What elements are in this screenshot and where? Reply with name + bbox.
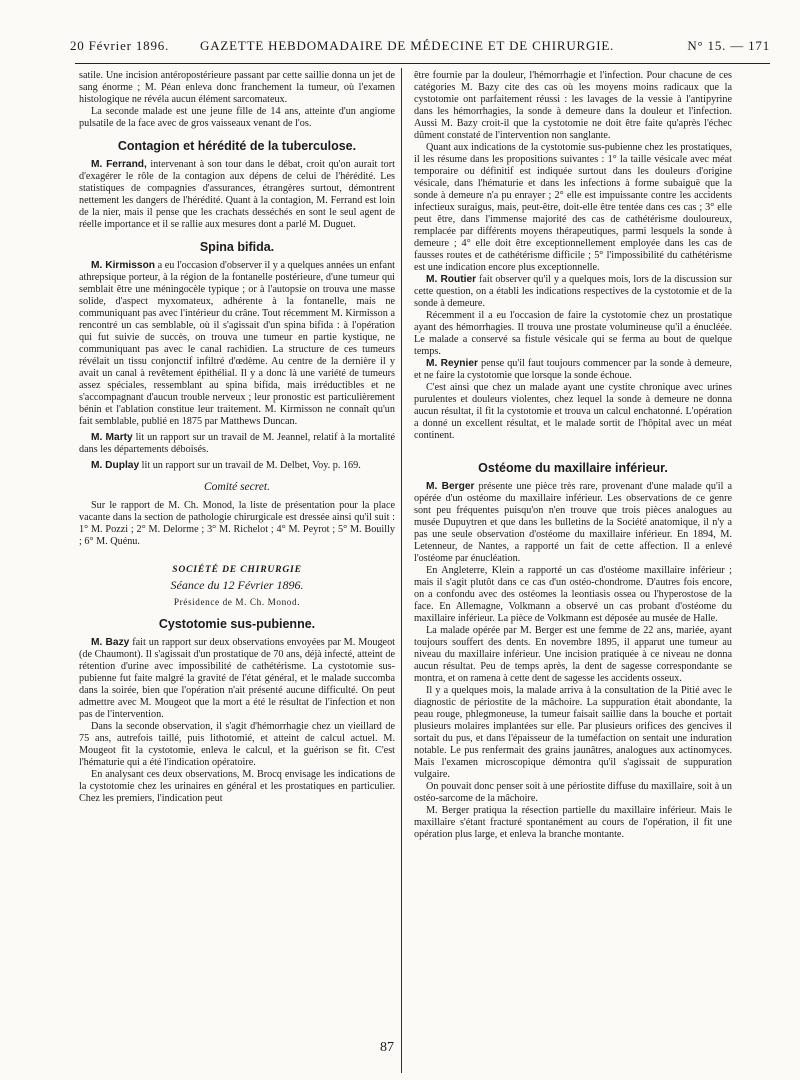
speaker-name: M. Bazy — [91, 637, 130, 648]
paragraph-text: pense qu'il faut toujours commencer par la sonde à demeure, et ne faire la cystotomie que lorsque la sonde échoue. — [414, 358, 732, 381]
paragraph — [79, 159, 395, 231]
paragraph-text: lit un rapport sur un travail de M. Jeannel, relatif à la mortalité dans les départements déboisés. — [79, 432, 395, 455]
paragraph: La seconde malade est une jeune fille de 14 ans, atteinte d'un angiome pulsatile de la face avec de gros vaisseaux venant de l'os. — [79, 106, 395, 129]
paragraph: C'est ainsi que chez un malade ayant une cystite chronique avec urines purulentes et douleurs violentes, chez lequel la sonde à demeure ne donna aucun résultat, il fit la cystotomie et trouva un calcul enchatonné. L'opération a donné un excellent résultat, et le malade sortit de l'hôpital avec un méat continent. — [414, 382, 732, 441]
paragraph: être fournie par la douleur, l'hémorrhagie et l'infection. Pour chacune de ces catégories M. Bazy cite des cas où les moyens moins radicaux que la cystotomie ont parfaitement réussi : les lavages de la vessie à l'antipyrine dans les hémorrhagies, la sonde à demeure dans la douleur et l'infection. Aussi M. Bazy croit-il que la cystotomie ne doit être faite qu'après l'échec dûment constaté de l'intervention non sanglante. — [414, 70, 732, 141]
page-number: 87 — [380, 1040, 394, 1055]
speaker-name: M. Ferrand, — [91, 159, 147, 170]
section-heading-osteome: Ostéome du maxillaire inférieur. — [478, 461, 668, 475]
paragraph: Sur le rapport de M. Ch. Monod, la liste de présentation pour la place vacante dans la section de pathologie chirurgicale est dressée ainsi qu'il suit : 1° M. Pozzi ; 2° M. Delorme ; 3° M. Richelot ; 4° M. Peyrot ; 5° M. Bouilly ; 6° M. Quénu. — [79, 500, 395, 547]
paragraph — [79, 460, 395, 472]
paragraph — [414, 358, 732, 382]
paragraph: satile. Une incision antéropostérieure passant par cette saillie donna un jet de sang énorme ; M. Péan enleva donc franchement la tumeur, où l'examen histologique ne révéla aucun élément sarcomateux. — [79, 70, 395, 105]
paragraph-text: fait observer qu'il y a quelques mois, lors de la discussion sur cette question, on a établi les indications respectives de la cystotomie et de la sonde à demeure. — [414, 274, 732, 309]
left-column — [79, 70, 395, 805]
speaker-name: M. Berger — [426, 481, 475, 492]
paragraph: Récemment il a eu l'occasion de faire la cystotomie chez un prostatique ayant des hémorrhagies. Il trouva une prostate volumineuse qu'il a énucléée. Le malade a conservé sa fistule vésicale qui se ferma au bout de quelque temps. — [414, 310, 732, 357]
speaker-name: M. Reynier — [426, 358, 478, 369]
paragraph-text: intervenant à son tour dans le débat, croit qu'on aurait tort d'exagérer le rôle de la contagion aux dépens de celui de l'hérédité. Les statistiques de compagnies d'assurances, étrangères surtout, démontrent nettement les dangers de l'hérédité. Quant à la contagion, M. Ferrand est loin de la nier, mais il pense que les crachats desséchés en sont le seul agent de réelle importance et il se rallie aux mesures dont a parlé M. Duguet. — [79, 159, 395, 230]
section-heading-spina-bifida: Spina bifida. — [199, 240, 275, 254]
paragraph: Il y a quelques mois, la malade arriva à la consultation de la Pitié avec le diagnostic de périostite de la mâchoire. La suppuration était abondante, la peau rouge, phlegmoneuse, la tumeur faisait saillie dans la bouche et portait plusieurs molaires implantées sur elle. Par plusieurs orifices des gencives il sortait du pus, et dans l'épaisseur de la tuméfaction on sentait une induration notable. Le pus renfermait des grains jaunâtres, analogues aux actinomyces. Mais l'examen microscopique démontra qu'il s'agissait de suppuration vulgaire. — [414, 685, 732, 780]
section-heading-contagion: Contagion et hérédité de la tuberculose. — [117, 139, 357, 153]
section-heading-cystotomie: Cystotomie sus-pubienne. — [158, 617, 316, 631]
paragraph: On pouvait donc penser soit à une périostite diffuse du maxillaire, soit à un ostéo-sarcome de la mâchoire. — [414, 781, 732, 804]
paragraph-text: fait un rapport sur deux observations envoyées par M. Mougeot (de Chaumont). Il s'agissait d'un prostatique de 70 ans, déjà infecté, atteint de rétention d'urine avec impossibilité de cathétérisme. La cystotomie sus-pubienne fut faite malgré la gravité de l'état général, et le malade succomba dans la soirée, bien que l'opération n'ait présenté aucune difficulté. On peut admettre avec M. Mougeot que la mort a été le résultat de l'infection et non pas de l'intervention. — [79, 637, 395, 720]
header-issue-page: N° 15. — 171 — [687, 38, 770, 53]
society-heading: SOCIÉTÉ DE CHIRURGIE — [172, 564, 302, 575]
column-divider — [401, 68, 402, 1073]
paragraph-text: lit un rapport sur un travail de M. Delbet, Voy. p. 169. — [139, 460, 361, 471]
section-heading-comite-secret: Comité secret. — [203, 481, 270, 493]
paragraph: Dans la seconde observation, il s'agit d'hémorrhagie chez un vieillard de 75 ans, autrefois taillé, puis lithotomié, et atteint de calcul actuel. M. Mougeot fit la cystotomie, enleva le calcul, et la guérison se fit. C'est l'hématurie qui a été l'indication opératoire. — [79, 721, 395, 768]
paragraph — [79, 260, 395, 428]
speaker-name: M. Duplay — [91, 460, 140, 471]
paragraph: Quant aux indications de la cystotomie sus-pubienne chez les prostatiques, il les résume dans les propositions suivantes : 1° la taille vésicale avec méat temporaire ou définitif est indiquée surtout dans les douleurs d'origine vésicale, dans l'hématurie et dans les infections à forme subaiguë que la sonde à demeure n'a pu enrayer ; 2° elle est impuissante contre les accidents infectieux suraigus, mais, peut-être, doit-elle être tentée dans ces cas ; 3° elle peut être, dans l'immense majorité des cas de cathétérisme douloureux, remplacée par différents moyens thérapeutiques, parmi lesquels la sonde à demeure ; 4° elle doit être exceptionnellement employée dans les cas de fausses routes et de cathétérisme difficile ; 5° l'impossibilité du cathétérisme est une indication encore plus exceptionnelle. — [414, 142, 732, 273]
paragraph-text: a eu l'occasion d'observer il y a quelques années un enfant athrepsique porteur, à la région de la fontanelle postérieure, d'une tumeur qui semblait être une méningocèle typique ; or à l'autopsie on trouva une masse solide, d'aspect myxomateux, adhérente à la fontanelle, mais ne communiquant pas avec l'intérieur du crâne. Tout récemment M. Kirmisson a rencontré un cas semblable, où il s'agissait d'un spina bifida : à l'opération qui fut suivie de succès, on trouva une tumeur en partie kystique, ne communiquant pas avec le canal rachidien. La structure de ces tumeurs révélait un tissu conjonctif infiltré d'œdème. Au centre de la dernière il y avait un canal à revêtement épithélial. Il y a donc là une variété de tumeurs assez spéciales, ressemblant au spina bifida, mais irréductibles et ne s'accompagnant d'aucun trouble nerveux ; leur pronostic est particulièrement bénin et l'ablation constitue leur traitement. M. Kirmisson ne connaît qu'un fait semblable, publié en 1875 par Matthews Duncan. — [79, 260, 396, 427]
speaker-name: M. Marty — [91, 432, 133, 443]
paragraph: M. Berger pratiqua la résection partielle du maxillaire inférieur. Mais le maxillaire s'étant fracturé spontanément au cours de l'opération, il fit une opération plus large, et enleva la branche montante. — [414, 805, 732, 840]
header-date: 20 Février 1896. — [70, 38, 170, 53]
speaker-name: M. Routier — [426, 274, 477, 285]
running-header — [70, 38, 770, 56]
paragraph — [79, 432, 395, 456]
presidence-line: Présidence de M. Ch. Monod. — [173, 597, 301, 607]
header-rule — [75, 63, 770, 64]
paragraph — [414, 481, 732, 565]
paragraph-text: présente une pièce très rare, provenant d'une malade qu'il a opérée d'un ostéome du maxillaire inférieur. Les observations de ce genre sont peu fréquentes puisqu'on n'en trouve que trois pièces analogues au musée Dupuytren et que dans les bulletins de la Société anatomique, il n'y a pas une seule observation d'ostéome du maxillaire inférieur. En 1894, M. Letenneur, de Nantes, a rapporté un fait de cette affection. Il a enlevé l'ostéome par énucléation. — [414, 481, 732, 564]
paragraph — [414, 274, 732, 310]
speaker-name: M. Kirmisson — [91, 260, 156, 271]
paragraph: En analysant ces deux observations, M. Brocq envisage les indications de la cystotomie chez les urinaires en général et les prostatiques en particulier. Chez les premiers, l'indication peut — [79, 769, 395, 804]
paragraph: La malade opérée par M. Berger est une femme de 22 ans, mariée, ayant toujours souffert des dents. En novembre 1895, il apparut une tumeur au niveau du maxillaire inférieur. Une incision pratiquée à ce niveau ne donna aucun résultat. Peu de temps après, la dent de sagesse correspondante se montra, et on ramena à cette dent de sagesse les accidents osseux. — [414, 625, 732, 684]
header-journal-title: GAZETTE HEBDOMADAIRE DE MÉDECINE ET DE CHIRURGIE. — [200, 38, 615, 53]
paragraph — [79, 637, 395, 721]
right-column — [414, 70, 732, 841]
session-date: Séance du 12 Février 1896. — [170, 578, 304, 592]
paragraph: En Angleterre, Klein a rapporté un cas d'ostéome maxillaire inférieur ; mais il s'agit plutôt dans ce cas d'un ostéo-chondrome. D'autres fois encore, on a confondu avec des ostéomes la leontiasis ossea ou l'hyperostose de la face. En Allemagne, Volkmann a observé un cas probant d'ostéome du maxillaire inférieur. La pièce de Volkmann est déposée au musée de Halle. — [414, 565, 732, 624]
